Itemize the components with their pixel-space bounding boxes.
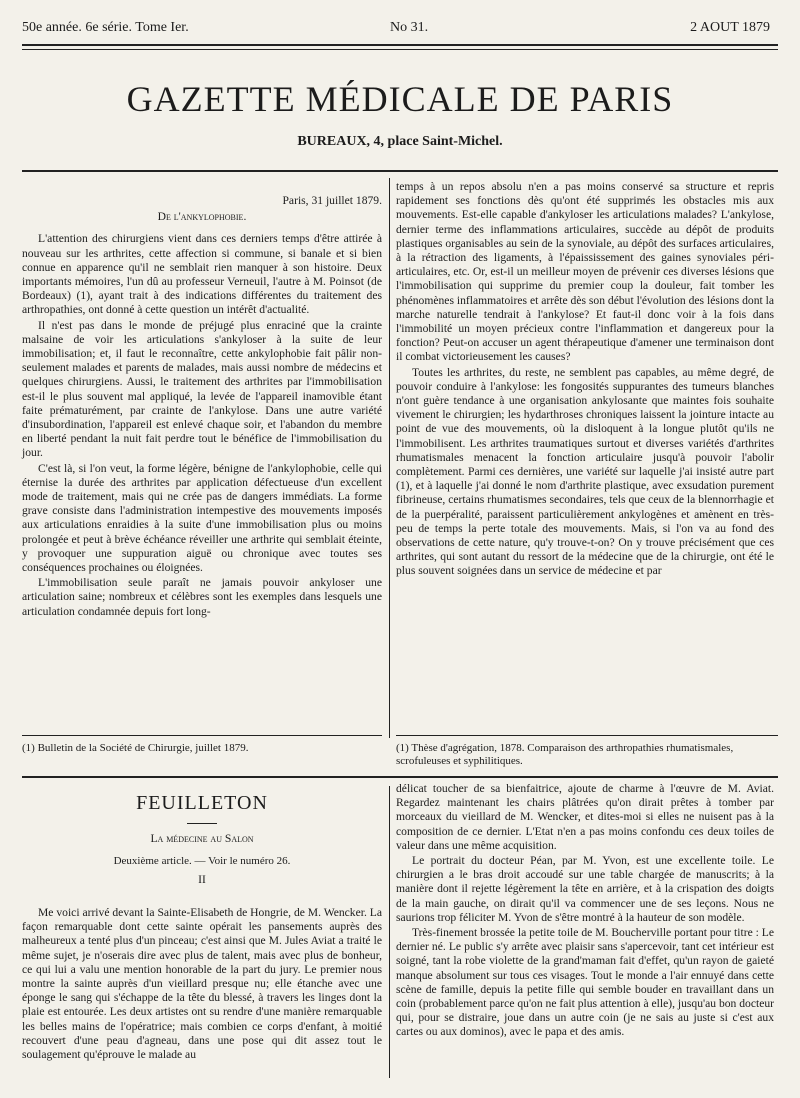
feuilleton-section-number: II <box>198 873 206 886</box>
article-left-column <box>22 194 382 619</box>
masthead-address: BUREAUX, 4, place Saint-Michel. <box>297 134 503 149</box>
article-paragraph: L'immobilisation seule paraît ne jamais pouvoir ankyloser une articulation saine; nombreux et célèbres sont les exemples dans lesquels une articulation condamnée depuis fort long- <box>22 576 382 618</box>
article-paragraph: C'est là, si l'on veut, la forme légère, bénigne de l'ankylophobie, celle qui éternise la durée des arthrites par application défectueuse d'un excellent mode de traitement, mais qui ne crée pas de dangers immédiats. La forme grave consiste dans l'administration intempestive des mouvements imposés aux articulations enraidies à la suite d'une immobilisation plus ou moins prolongée et peut à brève échéance réveiller une arthrite qui semblait éteinte, y provoquer une suppuration aiguë ou chronique avec toutes ses conséquences prochaines ou éloignées. <box>22 461 382 575</box>
feuilleton-separator <box>187 823 217 824</box>
feuilleton-rule <box>22 776 778 778</box>
footnote-right: (1) Thèse d'agrégation, 1878. Comparaison des arthropathies rhumatismales, scrofuleuses et syphilitiques. <box>396 742 734 768</box>
article-paragraph: Il n'est pas dans le monde de préjugé plus enraciné que la crainte malsaine de voir les articulations s'ankyloser à la suite de leur immobilisation; et, il faut le reconnaître, cette ankylophobie fait pâlir non-seulement malades et parents de malades, mais aussi nombre de médecins et quelques chirurgiens. Aussi, le traitement des arthrites par l'immobilisation est-il le plus souvent mal appliqué, la levée de l'appareil inamovible étant faite prématurément, par crainte de l'ankylose. Dans une autre variété d'insubordination, l'appareil est enlevé chaque soir, et l'abandon du membre en liberté pendant la nuit fait perdre tout le bénéfice de l'immobilisation du jour. <box>22 318 382 460</box>
footnote-rule-right <box>396 735 778 736</box>
feuilleton-paragraph: Le portrait du docteur Péan, par M. Yvon, est une excellente toile. Le chirurgien a le bras droit accoudé sur une table chargée de manuscrits; à la manière dont il rejette légèrement la tête en arrière, et à la crispation des doigts de la main gauche, on dirait qu'il va commencer une de ses leçons. Nous ne saurions trop féliciter M. Yvon de s'être montré à la hauteur de son modèle. <box>396 854 774 924</box>
masthead-rule <box>22 170 778 172</box>
feuilleton-right-column <box>396 782 774 1040</box>
masthead-title: GAZETTE MÉDICALE DE PARIS <box>126 79 674 119</box>
feuilleton-paragraph: Très-finement brossée la petite toile de M. Boucherville portant pour titre : Le dernier né. Le public s'y arrête avec plaisir sans s'apercevoir, tant cet intérieur est soigné, tant la robe violette de la grand'maman fait d'effet, qu'un rayon de gaieté manque absolument sur tous ces visages. Tout le monde a l'air ennuyé dans cette scène de famille, depuis la petite fille qui semble bouder en travaillant dans un coin (probablement parce qu'on ne fait plus attention à elle), jusqu'au bon docteur qui, pour se distraire, joue dans un autre coin (je ne sais au juste si c'est aux cartes ou aux dominos), avec le papa et des amis. <box>396 926 774 1039</box>
feuilleton-title: FEUILLETON <box>136 792 268 814</box>
article-right-column <box>396 180 774 579</box>
issue-header <box>22 20 770 42</box>
article-paragraph: temps à un repos absolu n'en a pas moins conservé sa structure et repris rapidement ses fonctions dès qu'ont été supprimés les obstacles mis aux mouvements. Est-elle capable d'ankyloser les articulations malades? L'ankylose, dernier terme des inflammations articulaires, succède au dépôt de produits plastiques organisables au sein de la synoviale, au dépôt des surfaces articulaires, à la rétraction des ligaments, à l'épaississement des gaines synoviales péri-articulaires, etc. Or, est-il un meilleur moyen de prévenir ces diverses lésions que l'immobilisation qui supprime du premier coup la douleur, fait tomber les phénomènes inflammatoires et arrête dès son début l'évolution des lésions dont la marche naturelle tendrait à l'ankylose? Et faut-il donc voir à la fois dans l'immobilité un moyen précieux contre l'inflammation et dangereux pour la fonction? Peut-on accuser un agent thérapeutique d'amener une terminaison dont il combat victorieusement les causes? <box>396 180 774 364</box>
feuilleton-paragraph: Me voici arrivé devant la Sainte-Elisabeth de Hongrie, de M. Wencker. La façon remarquable dont cette sainte opérait les pansements auprès des malheureux a tenté plus d'un pinceau; c'est ainsi que M. Jules Aviat a traité le même sujet, je n'oserais dire avec plus de talent, mais avec plus de bonheur, ce qui lui a valu une mention honorable de la part du jury. Le premier nous montre la sainte auprès d'un vieillard presque nu; elle étanche avec une éponge le sang qui s'échappe de la tête du blessé, à travers les linges dont la plaie est entourée. Les deux artistes ont su rendre d'une manière remarquable les belles mains de l'opératrice; mais combien ce corps d'enfant, à moitié recouvert d'une peau d'agneau, dans une pose qui dit assez tout le soulagement qu'éprouve le malade au <box>22 906 382 1062</box>
article-paragraph: L'attention des chirurgiens vient dans ces derniers temps d'être attirée à nouveau sur les arthrites, cette affection si commune, si banale et si bien connue en apparence qu'il ne semblait rien manquer à son histoire. Deux importants mémoires, l'un dû au professeur Verneuil, l'autre à M. Poinsot (de Bordeaux) (1), ayant trait à des indications différentes du traitement des arthropathies, ont donné à cette question un intérêt d'actualité. <box>22 232 382 317</box>
feuilleton-column-divider <box>389 786 390 1078</box>
article-dateline: Paris, 31 juillet 1879. <box>282 194 382 207</box>
feuilleton-header <box>22 790 382 886</box>
article-paragraph: Toutes les arthrites, du reste, ne semblent pas capables, au même degré, de pouvoir conduire à l'ankylose: les fongosités suppurantes des tumeurs blanches n'ont guère tendance à une organisation ankylosante que maintes fois souhaite vivement le chirurgien; les hydarthroses chroniques laissent la jointure intacte au point de vue des mouvements, où la disloquent à la longue plutôt qu'ils ne l'immobilisent. Les arthrites traumatiques surtout et diverses variétés d'arthrites rhumatismales menacent la fonction articulaire jusqu'à pouvoir l'abolir complètement. Parmi ces dernières, une variété sur laquelle j'ai insisté autre part (1), et à laquelle j'ai donné le nom d'arthrite plastique, avec exsudation purement fibrineuse, certains rhumatismes secondaires, tels que ceux de la blennorrhagie et de la puerpéralité, paraissent particulièrement ankylogènes et amènent en très-peu de temps la perte totale des mouvements. Mais, si l'on va au fond des observations de cette nature, qu'y trouve-t-on? On y trouve précisément que ces arthrites, qui sont autant du ressort de la médecine que de la chirurgie, ont été le plus souvent soignées dans un service de médecine et par <box>396 365 774 578</box>
feuilleton-subtitle: La médecine au Salon <box>150 832 254 845</box>
issue-date: 2 AOUT 1879 <box>690 20 770 35</box>
feuilleton-left-column <box>22 906 382 1062</box>
column-divider <box>389 178 390 738</box>
footnote-rule-left <box>22 735 382 736</box>
feuilleton-article-line: Deuxième article. — Voir le numéro 26. <box>113 855 291 867</box>
footnote-left: (1) Bulletin de la Société de Chirurgie, juillet 1879. <box>22 742 249 754</box>
volume-info: 50e année. 6e série. Tome Ier. <box>22 20 189 35</box>
article-title: De l'ankylophobie. <box>157 210 247 224</box>
header-rule-top <box>22 44 778 46</box>
header-rule-bottom <box>22 49 778 50</box>
feuilleton-paragraph: délicat toucher de sa bienfaitrice, ajoute de charme à l'œuvre de M. Aviat. Regardez maintenant les chairs plâtrées qu'on dirait prêtes à tomber par morceaux du vieillard de M. Wencker, et dites-moi si elles ne nuisent pas à la composition de ce dernier. L'Etat n'en a pas moins confondu ces deux toiles de valeur dans une même acquisition. <box>396 782 774 852</box>
issue-number: No 31. <box>390 20 429 35</box>
